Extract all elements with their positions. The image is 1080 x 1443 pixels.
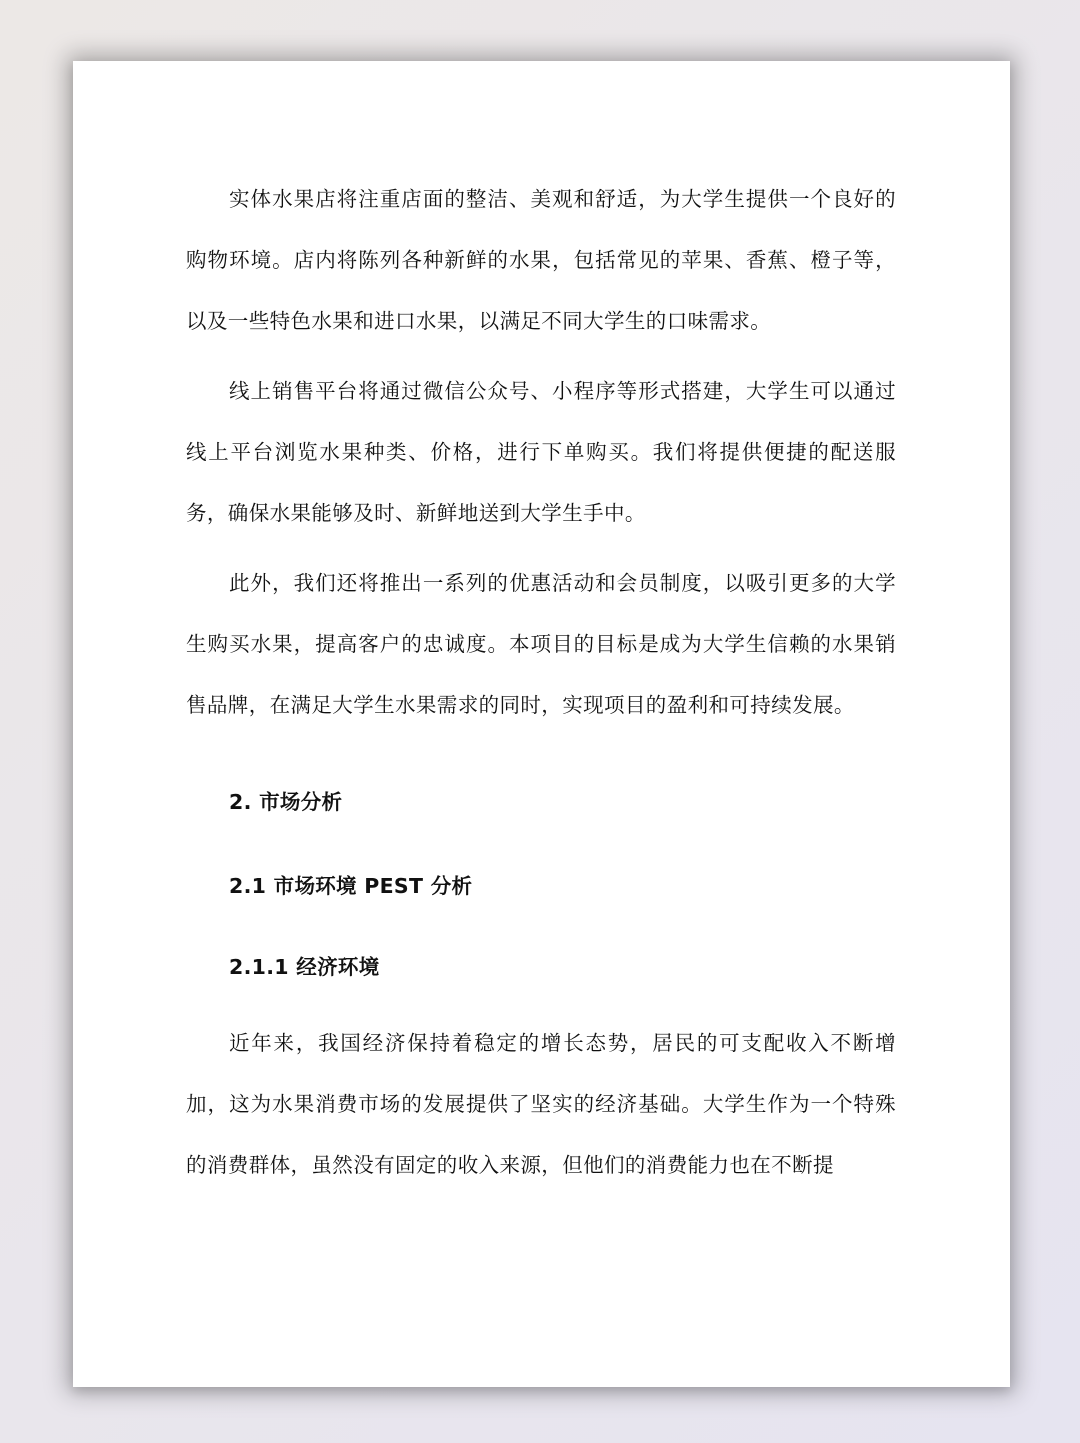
paragraph-economy: 近年来，我国经济保持着稳定的增长态势，居民的可支配收入不断增加，这为水果消费市场的发展提供了坚实的经济基础。大学生作为一个特殊的消费群体，虽然没有固定的收入来源，但他们的消费能力也在不断提	[186, 1031, 896, 1177]
document-page	[73, 61, 1010, 1387]
heading-economic-environment: 2.1.1 经济环境	[229, 955, 380, 979]
heading-market-analysis: 2. 市场分析	[229, 790, 343, 814]
document-body	[186, 169, 896, 1196]
paragraph-store: 实体水果店将注重店面的整洁、美观和舒适，为大学生提供一个良好的购物环境。店内将陈列各种新鲜的水果，包括常见的苹果、香蕉、橙子等，以及一些特色水果和进口水果，以满足不同大学生的口味需求。	[186, 187, 896, 333]
paragraph-promotions: 此外，我们还将推出一系列的优惠活动和会员制度，以吸引更多的大学生购买水果，提高客户的忠诚度。本项目的目标是成为大学生信赖的水果销售品牌，在满足大学生水果需求的同时，实现项目的盈利和可持续发展。	[186, 571, 896, 717]
paragraph-online-platform: 线上销售平台将通过微信公众号、小程序等形式搭建，大学生可以通过线上平台浏览水果种类、价格，进行下单购买。我们将提供便捷的配送服务，确保水果能够及时、新鲜地送到大学生手中。	[186, 379, 896, 525]
heading-pest-analysis: 2.1 市场环境 PEST 分析	[229, 874, 473, 898]
